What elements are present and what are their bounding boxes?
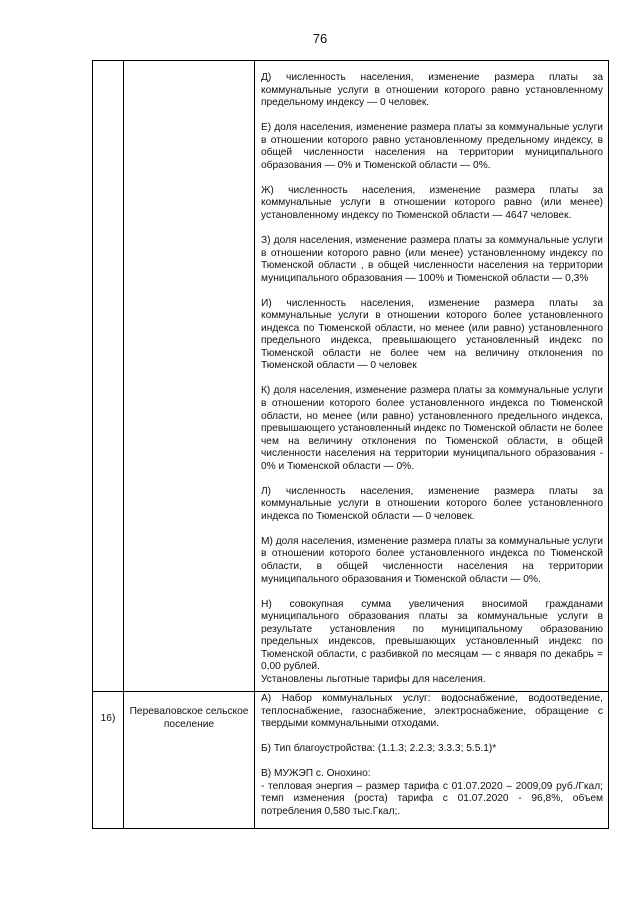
- paragraph-n: Н) совокупная сумма увеличения вносимой гражданами муниципального образования платы за коммунальные услуги в результате установления по муниципальному образованию предельных индексов, превышающих установленный индекс по Тюменской области, с разбивкой по месяцам — с января по декабрь = 0,00 рублей.: [261, 598, 603, 673]
- settlement-name: Переваловское сельское поселение: [124, 692, 255, 829]
- table-row: [93, 692, 609, 829]
- preferential-tariffs-note: Установлены льготные тарифы для населения.: [261, 673, 486, 685]
- name-cell-empty: [124, 61, 255, 692]
- municipal-tariff-table: [92, 60, 609, 829]
- paragraph-i: И) численность населения, изменение размера платы за коммунальные услуги в отношении которого более установленного индекса по Тюменской области, но менее (или равно) установленного предельного индекса, превышающего установленный индекс по Тюменской области не более чем на величину отклонения по Тюменской области — 0 человек: [261, 297, 603, 372]
- page-number: 76: [312, 31, 328, 46]
- paragraph-zh: Ж) численность населения, изменение размера платы за коммунальные услуги в отношении которого равно (или менее) установленному индексу по Тюменской области — 4647 человек.: [261, 184, 603, 221]
- number-cell-empty: [93, 61, 124, 692]
- details-cell: [255, 61, 609, 692]
- paragraph-m: М) доля населения, изменение размера платы за коммунальные услуги в отношении которого более установленного индекса по Тюменской области, в общей численности населения на территории муниципального образования и Тюменской области — 0%.: [261, 535, 603, 585]
- paragraph-a: А) Набор коммунальных услуг: водоснабжение, водоотведение, теплоснабжение, газоснабжение, электроснабжение, обращение с твердыми коммунальными отходами.: [261, 693, 603, 730]
- paragraph-b: Б) Тип благоустройства: (1.1.3; 2.2.3; 3.3.3; 5.5.1)*: [261, 743, 497, 755]
- table-row: [93, 61, 609, 692]
- details-cell: [255, 692, 609, 829]
- provider-name: В) МУЖЭП с. Онохино:: [261, 768, 371, 780]
- paragraph-k: К) доля населения, изменение размера платы за коммунальные услуги в отношении которого более установленного индекса по Тюменской области, но менее (или равно) установленного предельного индекса, превышающего установленный индекс по Тюменской области не более чем на величину отклонения по Тюменской области, в общей численности населения на территории муниципального образования - 0% и Тюменской области — 0%.: [261, 385, 603, 472]
- paragraph-z: З) доля населения, изменение размера платы за коммунальные услуги в отношении которого равно (или менее) установленному индексу по Тюменской области , в общей численности населения на территории муниципального образования — 100% и Тюменской области — 0,3%: [261, 234, 603, 284]
- row-number: 16): [93, 692, 124, 829]
- paragraph-d: Д) численность населения, изменение размера платы за коммунальные услуги в отношении которого равно установленному предельному индексу — 0 человек.: [261, 72, 603, 109]
- paragraph-e: Е) доля населения, изменение размера платы за коммунальные услуги в отношении которого равно установленному предельному индексу, в общей численности населения на территории муниципального образования — 0% и Тюменской области — 0%.: [261, 122, 603, 171]
- paragraph-l: Л) численность населения, изменение размера платы за коммунальные услуги в отношении которого более установленного индекса по Тюменской области — 0 человек.: [261, 485, 603, 522]
- heat-energy-tariff: - тепловая энергия – размер тарифа с 01.07.2020 – 2009,09 руб./Гкал; темп изменения (роста) тарифа с 01.07.2020 - 96,8%, объем потребления 0,580 тыс.Гкал;.: [261, 780, 603, 817]
